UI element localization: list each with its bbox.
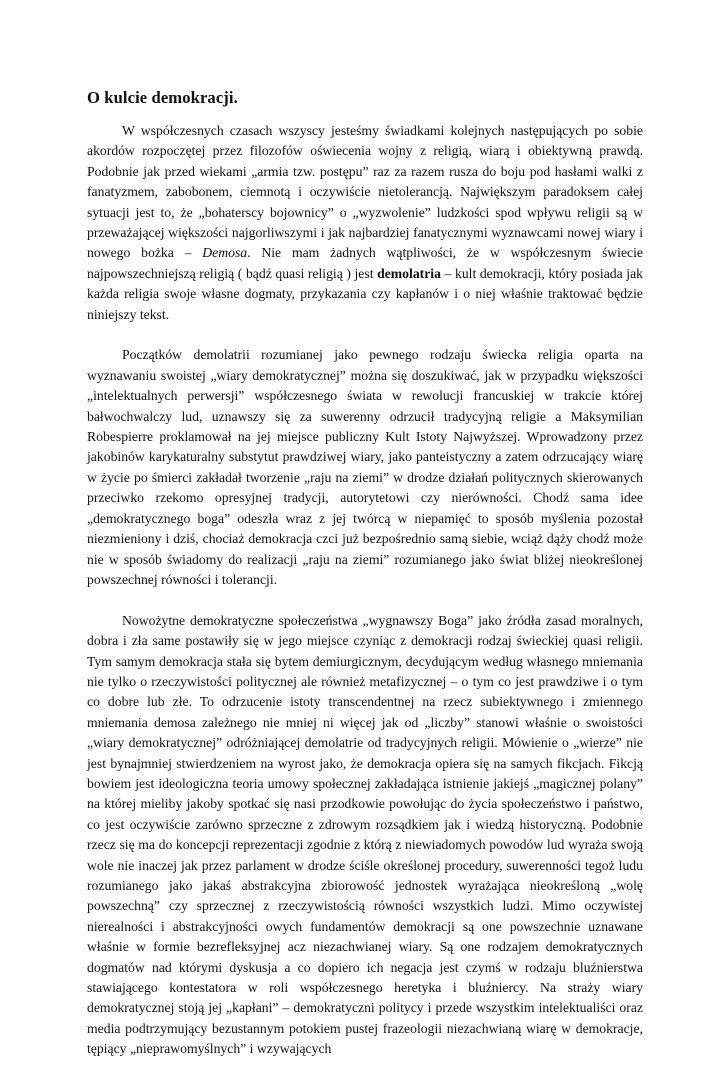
document-body	[87, 121, 643, 1080]
paragraph-1-text-b: . Nie mam żadnych wątpliwości, że w współczesnym świecie najpowszechniejszą religią ( bądź quasi religią ) jest	[87, 245, 643, 281]
paragraph-3	[87, 611, 643, 1060]
document-title: O kulcie demokracji.	[87, 88, 238, 107]
bold-term-demolatria: demolatria	[377, 265, 441, 281]
paragraph-2-text: Początków demolatrii rozumianej jako pewnego rodzaju świecka religia oparta na wyznawaniu swoistej „wiary demokratycznej” można się doszukiwać, jak w przypadku większości „intelektualnych perwersji” współczesnego świata w rewolucji francuskiej w trakcie której bałwochwalczy lud, uznawszy się za suwerenny odrzucił tradycyjną religie a Maksymilian Robespierre proklamował na jej miejsce publiczny Kult Istoty Najwyższej. Wprowadzony przez jakobinów karykaturalny substytut prawdziwej wiary, jako panteistyczny a zatem odrzucający wiarę w życie po śmierci zakładał tworzenie „raju na ziemi” w drodze działań politycznych skierowanych przeciwko rzekomo opresyjnej tradycji, autorytetowi czy nierówności. Chodź sama idee „demokratycznego boga” odeszła wraz z jej twórcą w niepamięć to sposób myślenia pozostał niezmieniony i dziś, chociaż demokracja czci już bezpośrednio samą siebie, wciąż dąży chodź może nie w sposób świadomy do realizacji „raju na ziemi” rozumianego jako świat bliżej nieokreślonej powszechnej równości i tolerancji.	[87, 347, 643, 587]
emphasis-demosa: Demosa	[202, 245, 248, 261]
paragraph-1-text-a: W współczesnych czasach wszyscy jesteśmy świadkami kolejnych następujących po sobie akordów rozpoczętej przez filozofów oświecenia wojny z religią, wiarą i obiektywną prawdą. Podobnie jak przed wiekami „armia tzw. postępu” raz za razem rusza do boju pod hasłami walki z fanatyzmem, zabobonem, ciemnotą i oczywiście nietolerancją. Największym paradoksem całej sytuacji jest to, że „bohaterscy bojownicy” o „wyzwolenie” ludzkości spod wpływu religii są w przeważającej większości najgorliwszymi i jak najbardziej fanatycznymi wyznawcami nowej wiary i nowego bożka –	[87, 123, 643, 261]
paragraph-3-text: Nowożytne demokratyczne społeczeństwa „wygnawszy Boga” jako źródła zasad moralnych, dobra i zła same postawiły się w jego miejsce czyniąc z demokracji rodzaj świeckiej quasi religii. Tym samym demokracja stała się bytem demiurgicznym, decydującym według własnego mniemania nie tylko o rzeczywistości politycznej ale również metafizycznej – o tym co jest prawdziwe i o tym co dobre lub złe. To odrzucenie istoty transcendentnej na rzecz subiektywnego i zmiennego mniemania demosa zależnego nie mniej ni więcej jak od „liczby” stanowi właśnie o swoistości „wiary demokratycznej” odróżniającej demolatrie od tradycyjnych religii. Mówienie o „wierze” nie jest bynajmniej stwierdzeniem na wyrost jako, że demokracja opiera się na samych fikcjach. Fikcją bowiem jest ideologiczna teoria umowy społecznej zakładająca istnienie jakiejś „magicznej polany” na której mieliby jakoby spotkać się nasi przodkowie powołując do życia społeczeństwo i państwo, co jest oczywiście zarówno sprzeczne z zdrowym rozsądkiem jak i wiedzą historyczną. Podobnie rzecz się ma do koncepcji reprezentacji zgodnie z którą z niewiadomych powodów lud wyraża swoją wole nie inaczej jak przez parlament w drodze ściśle określonej procedury, suwerenności tegoż ludu rozumianego jako jakaś abstrakcyjna zbiorowość jednostek wyrażająca nieokreśloną „wolę powszechną” czy sprzecznej z rzeczywistością równości wszystkich ludzi. Mimo oczywistej nierealności i abstrakcyjności owych fundamentów demokracji są one powszechnie uznawane właśnie w formie bezrefleksyjnej acz niezachwianej wiary. Są one rodzajem demokratycznych dogmatów nad którymi dyskusja a co dopiero ich negacja jest czymś w rodzaju bluźnierstwa stawiającego kontestatora w roli współczesnego heretyka i bluźniercy. Na straży wiary demokratycznej stoją jej „kapłani” – demokratyczni politycy i przede wszystkim intelektualiści oraz media podtrzymujący bezustannym potokiem pustej frazeologii niezachwianą wiarę w demokracje, tępiący „nieprawomyślnych” i wzywających	[87, 612, 643, 1057]
paragraph-1-text-c: – kult demokracji, który posiada jak każda religia swoje własne dogmaty, przykazania czy kapłanów i o niej właśnie traktować będzie niniejszy tekst.	[87, 265, 643, 322]
paragraph-2	[87, 345, 643, 590]
paragraph-1	[87, 121, 643, 325]
